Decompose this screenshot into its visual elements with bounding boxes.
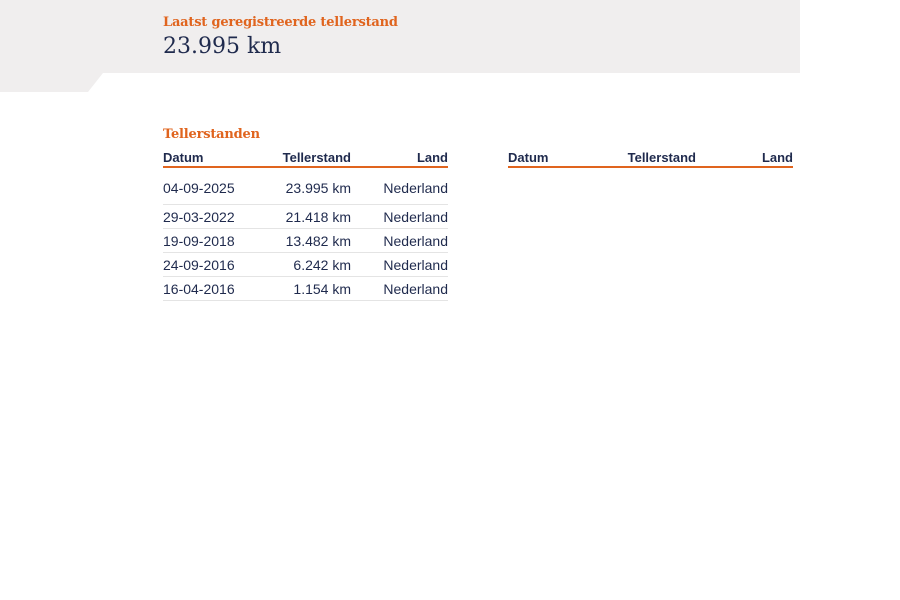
table-header-row	[163, 150, 448, 167]
row-reading: 6.242 km	[258, 253, 351, 277]
row-country: Nederland	[351, 277, 448, 301]
column-header-country: Land	[696, 150, 793, 167]
row-reading: 21.418 km	[258, 205, 351, 229]
latest-reading-panel	[0, 0, 800, 92]
row-country: Nederland	[351, 167, 448, 205]
row-date: 16-04-2016	[163, 277, 258, 301]
table-row	[163, 167, 448, 205]
latest-reading-value: 23.995 km	[163, 34, 282, 59]
column-header-date: Datum	[163, 150, 258, 167]
row-date: 04-09-2025	[163, 167, 258, 205]
column-header-reading: Tellerstand	[258, 150, 351, 167]
row-country: Nederland	[351, 205, 448, 229]
column-header-country: Land	[351, 150, 448, 167]
table-row	[163, 205, 448, 229]
table-row	[163, 229, 448, 253]
column-header-reading: Tellerstand	[603, 150, 696, 167]
readings-section-title: Tellerstanden	[163, 127, 260, 142]
table-row	[163, 253, 448, 277]
table-row	[163, 277, 448, 301]
row-country: Nederland	[351, 229, 448, 253]
row-reading: 13.482 km	[258, 229, 351, 253]
column-header-date: Datum	[508, 150, 603, 167]
row-date: 24-09-2016	[163, 253, 258, 277]
row-country: Nederland	[351, 253, 448, 277]
readings-table-left	[163, 150, 448, 301]
row-date: 29-03-2022	[163, 205, 258, 229]
latest-reading-label: Laatst geregistreerde tellerstand	[163, 15, 398, 30]
readings-table-right	[508, 150, 793, 168]
table-header-row	[508, 150, 793, 167]
row-reading: 1.154 km	[258, 277, 351, 301]
row-reading: 23.995 km	[258, 167, 351, 205]
row-date: 19-09-2018	[163, 229, 258, 253]
